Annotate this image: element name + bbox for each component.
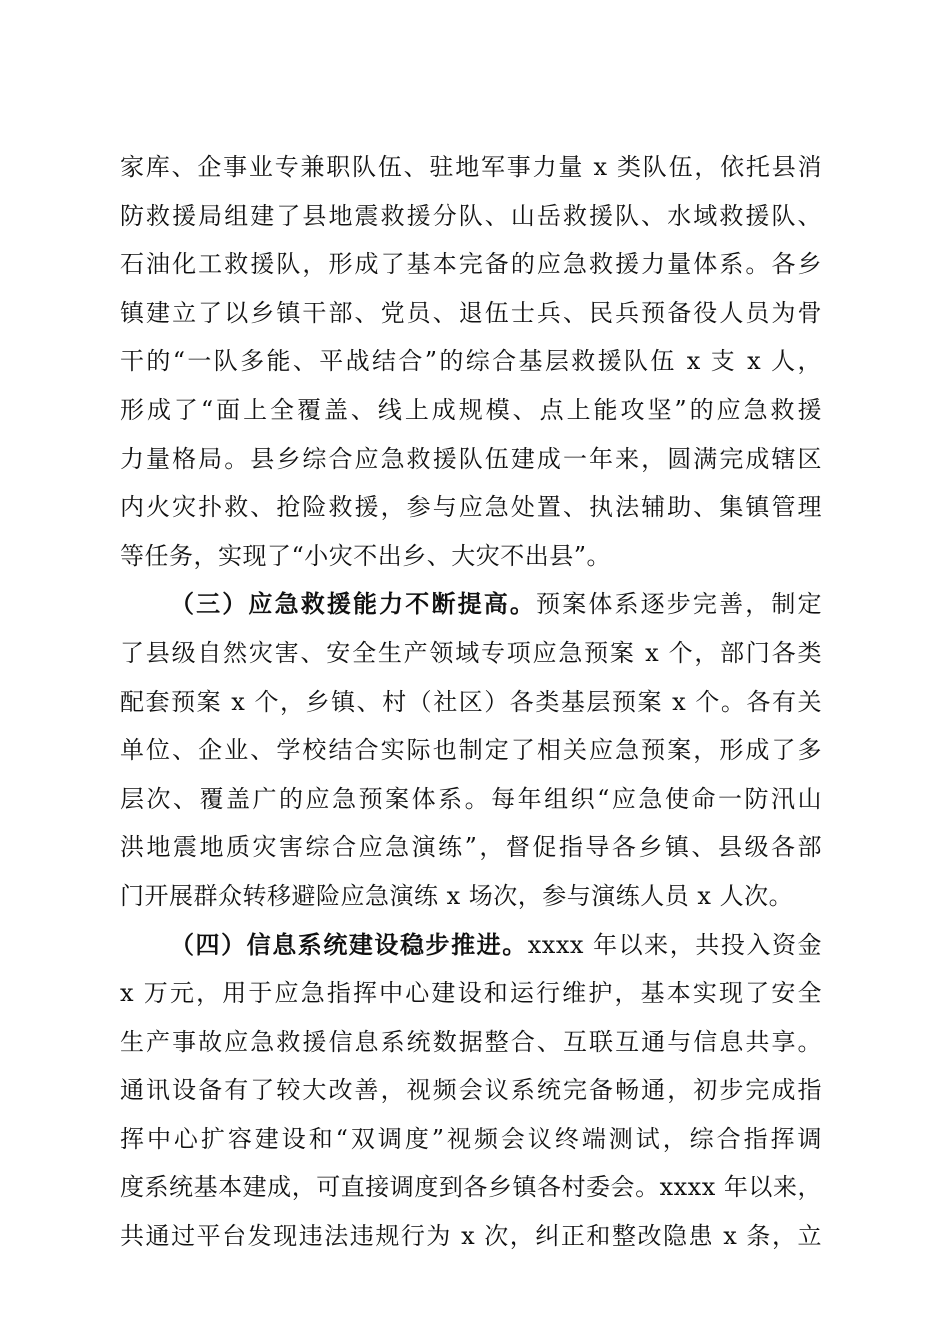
text-line: 力量格局。县乡综合应急救援队伍建成一年来，圆满完成辖区 [120, 444, 822, 473]
text-line: x 万元，用于应急指挥中心建设和运行维护，基本实现了安全 [120, 979, 822, 1008]
paragraph-1 [120, 143, 822, 580]
paragraph-3 [120, 921, 822, 1261]
text-line: 层次、覆盖广的应急预案体系。每年组织“应急使命一防汛山 [120, 784, 822, 813]
text-run: xxxx 年以来，共投入资金 [527, 930, 822, 959]
paragraph-2 [120, 580, 822, 920]
text-line: 挥中心扩容建设和“双调度”视频会议终端测试，综合指挥调 [120, 1124, 822, 1153]
text-line [120, 580, 822, 629]
document-body [120, 143, 822, 1261]
text-line: 家库、企事业专兼职队伍、驻地军事力量 x 类队伍，依托县消 [120, 153, 822, 181]
section-heading: （三）应急救援能力不断提高。 [170, 589, 537, 619]
text-line: 配套预案 x 个，乡镇、村（社区）各类基层预案 x 个。各有关 [120, 687, 822, 716]
section-heading: （四）信息系统建设稳步推进。 [170, 929, 528, 959]
text-line: 防救援局组建了县地震救援分队、山岳救援队、水域救援队、 [120, 201, 822, 230]
text-line: 镇建立了以乡镇干部、党员、退伍士兵、民兵预备役人员为骨 [120, 298, 822, 327]
text-run: 预案体系逐步完善，制定 [536, 590, 823, 619]
text-line: 形成了“面上全覆盖、线上成规模、点上能攻坚”的应急救援 [120, 395, 822, 424]
text-line: 等任务，实现了“小灾不出乡、大灾不出县”。 [120, 541, 612, 570]
text-line: 共通过平台发现违法违规行为 x 次，纠正和整改隐患 x 条，立 [120, 1222, 822, 1251]
text-line: 生产事故应急救援信息系统数据整合、互联互通与信息共享。 [120, 1027, 822, 1056]
text-line: 石油化工救援队，形成了基本完备的应急救援力量体系。各乡 [120, 250, 822, 279]
text-line: 度系统基本建成，可直接调度到各乡镇各村委会。xxxx 年以来， [120, 1173, 822, 1202]
text-line: 通讯设备有了较大改善，视频会议系统完备畅通，初步完成指 [120, 1076, 822, 1105]
text-line: 门开展群众转移避险应急演练 x 场次，参与演练人员 x 人次。 [120, 881, 794, 910]
text-line: 内火灾扑救、抢险救援，参与应急处置、执法辅助、集镇管理 [120, 493, 822, 522]
text-line: 干的“一队多能、平战结合”的综合基层救援队伍 x 支 x 人， [120, 347, 822, 376]
text-line [120, 921, 822, 970]
text-line: 了县级自然灾害、安全生产领域专项应急预案 x 个，部门各类 [120, 638, 822, 667]
text-line: 洪地震地质灾害综合应急演练”，督促指导各乡镇、县级各部 [120, 833, 822, 862]
text-line: 单位、企业、学校结合实际也制定了相关应急预案，形成了多 [120, 736, 822, 765]
